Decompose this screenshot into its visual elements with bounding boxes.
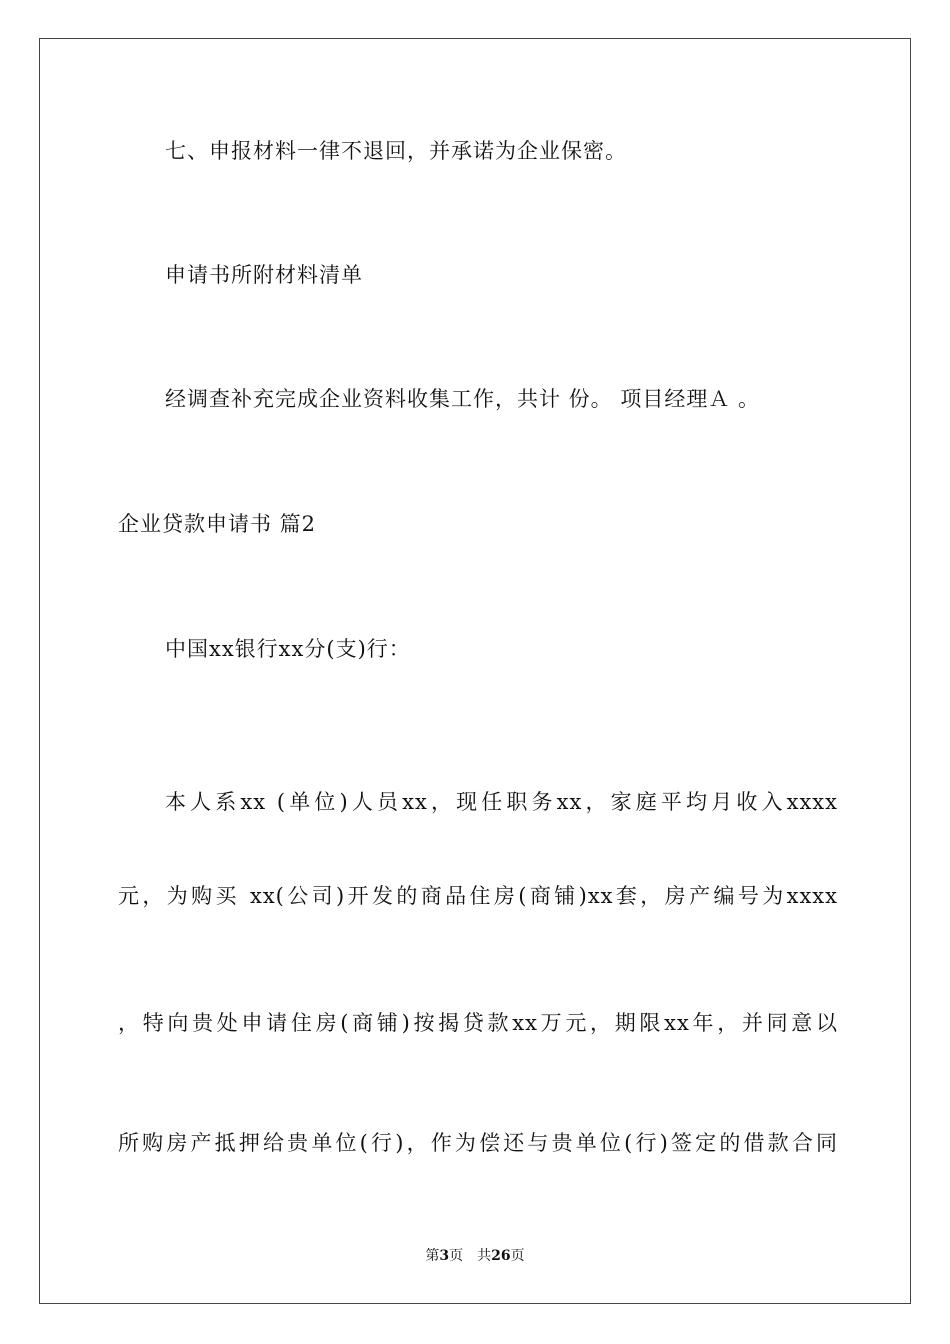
footer-total-pages: 26 bbox=[491, 1248, 511, 1264]
footer-page-suffix: 页 bbox=[449, 1248, 464, 1264]
footer-page-number: 3 bbox=[439, 1248, 450, 1264]
page-footer bbox=[0, 1246, 950, 1266]
paragraph-line-8: ，特向贵处申请住房(商铺)按揭贷款xx万元，期限xx年，并同意以 bbox=[118, 1011, 838, 1035]
paragraph-line-9: 所购房产抵押给贵单位(行)，作为偿还与贵单位(行)签定的借款合同 bbox=[118, 1131, 838, 1155]
paragraph-line-3: 经调查补充完成企业资料收集工作，共计 份。 项目经理Ａ 。 bbox=[165, 387, 761, 411]
footer-page-prefix: 第 bbox=[425, 1248, 440, 1264]
paragraph-line-6: 本人系xx (单位)人员xx，现任职务xx，家庭平均月收入xxxx bbox=[165, 790, 838, 814]
footer-total-suffix: 页 bbox=[510, 1248, 525, 1264]
page-border bbox=[39, 38, 911, 1304]
paragraph-line-7: 元，为购买 xx(公司)开发的商品住房(商铺)xx套，房产编号为xxxx bbox=[118, 884, 838, 908]
paragraph-line-1: 七、申报材料一律不退回，并承诺为企业保密。 bbox=[165, 139, 627, 163]
footer-total-prefix: 共 bbox=[477, 1248, 492, 1264]
paragraph-line-2: 申请书所附材料清单 bbox=[165, 263, 363, 287]
section-heading: 企业贷款申请书 篇2 bbox=[118, 512, 317, 536]
salutation-line: 中国xx银行xx分(支)行： bbox=[165, 637, 411, 661]
